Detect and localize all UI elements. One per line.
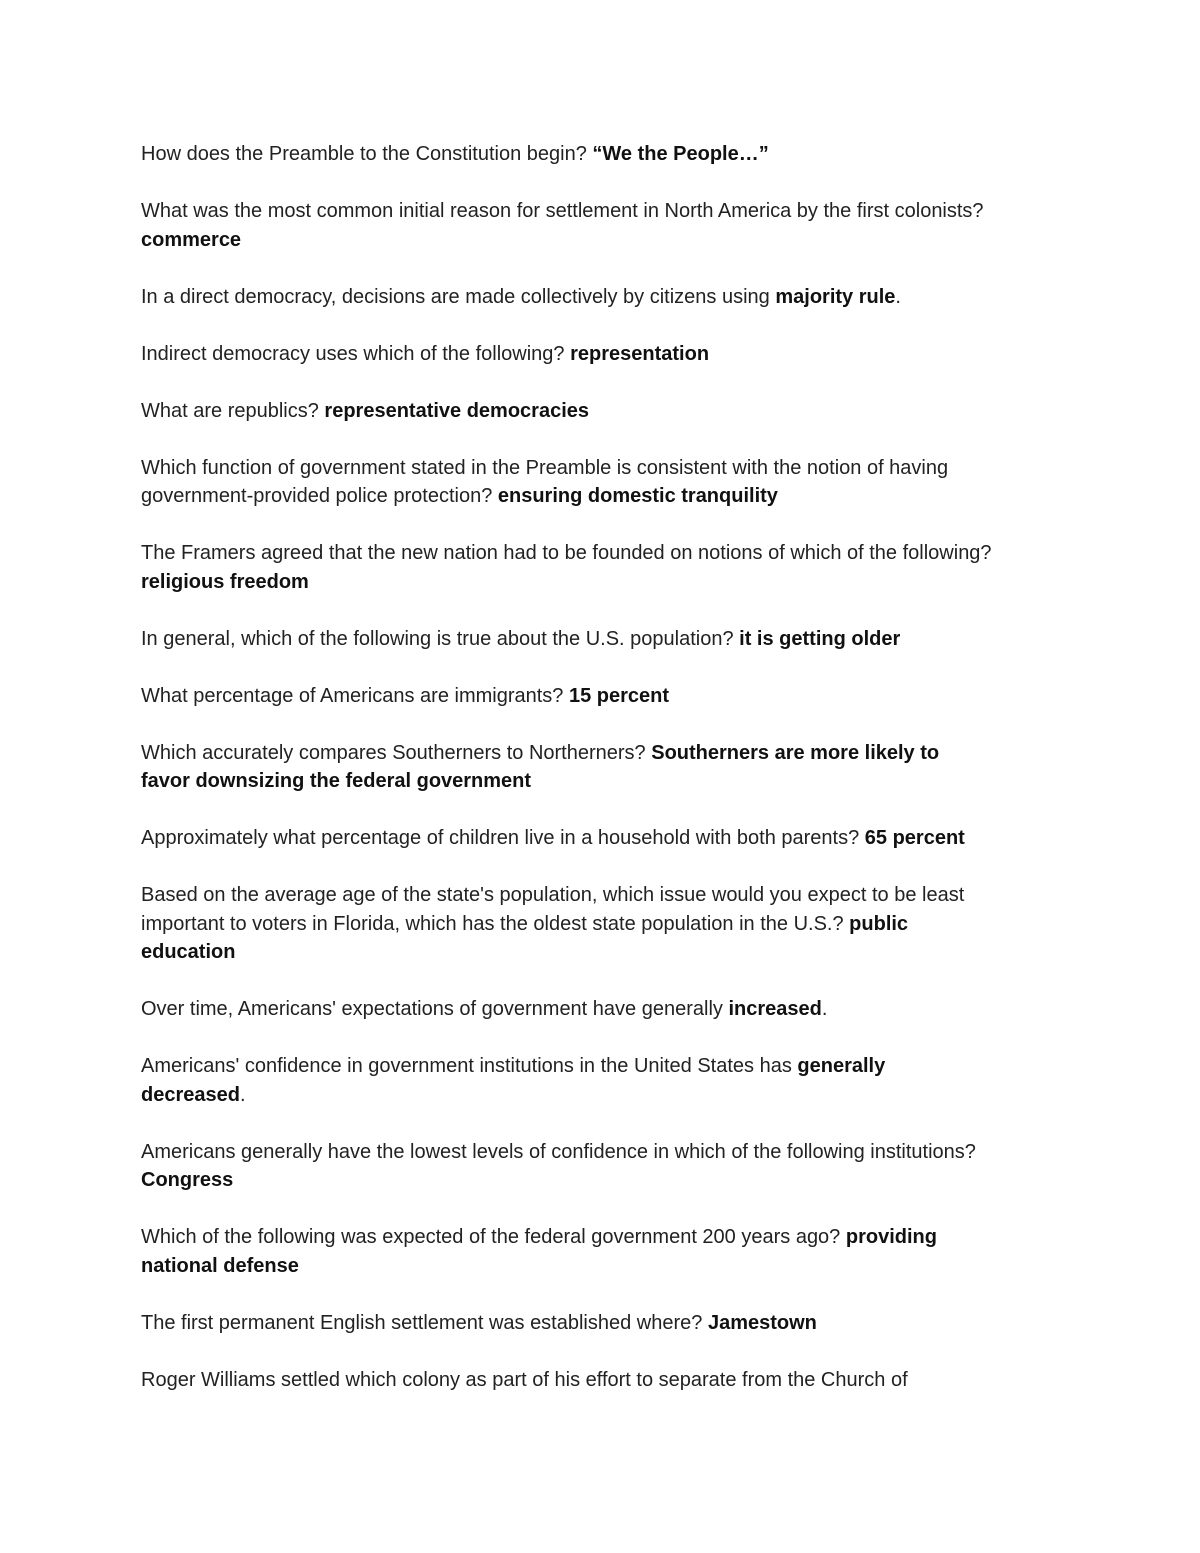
question-answer-item (141, 454, 1071, 511)
answer-text: education (141, 941, 236, 963)
question-text: Based on the average age of the state's population, which issue would you expect to be least (141, 884, 965, 906)
question-text: How does the Preamble to the Constitution begin? (141, 143, 593, 165)
question-answer-item (141, 824, 1071, 853)
question-answer-item (141, 140, 1071, 169)
question-text: What percentage of Americans are immigrants? (141, 684, 569, 707)
question-answer-item (141, 739, 1071, 796)
question-answer-item (141, 539, 1071, 596)
answer-text: providing (845, 1226, 937, 1248)
answer-text: majority rule (775, 285, 896, 308)
question-answer-item (141, 625, 1071, 654)
question-text: Which of the following was expected of the federal government 200 years ago? (141, 1226, 846, 1248)
question-answer-item (141, 1223, 1071, 1280)
answer-text: favor downsizing the federal government (141, 770, 532, 792)
answer-text: 65 percent (864, 827, 965, 849)
answer-text: representative democracies (324, 399, 590, 422)
question-answer-item (141, 1138, 1071, 1195)
answer-text: Congress (141, 1169, 234, 1191)
question-text: . (895, 285, 901, 308)
question-answer-item (141, 1366, 1071, 1395)
question-text: What are republics? (141, 399, 325, 422)
answer-text: increased (728, 998, 822, 1020)
answer-text: national defense (141, 1254, 299, 1277)
question-text: Which accurately compares Southerners to Northerners? (141, 741, 652, 764)
answer-text: Southerners are more likely to (651, 741, 940, 764)
question-text: Approximately what percentage of children live in a household with both parents? (141, 827, 865, 849)
answer-text: ensuring domestic tranquility (497, 485, 778, 507)
question-text: Roger Williams settled which colony as part of his effort to separate from the Church of (141, 1368, 908, 1391)
question-answer-item (141, 340, 1071, 369)
question-answer-item (141, 283, 1071, 312)
answer-text: generally (797, 1055, 886, 1077)
answer-text: “We the People…” (592, 143, 769, 165)
question-text: government-provided police protection? (141, 485, 498, 507)
question-answer-item (141, 1309, 1071, 1338)
question-text: important to voters in Florida, which has the oldest state population in the U.S.? (141, 912, 850, 935)
question-text: The first permanent English settlement was established where? (141, 1311, 708, 1334)
answer-text: Jamestown (707, 1311, 817, 1334)
question-answer-item (141, 197, 1071, 254)
answer-text: public (849, 912, 909, 935)
question-text: The Framers agreed that the new nation had to be founded on notions of which of the following? (141, 542, 992, 564)
answer-text: representation (570, 342, 710, 365)
answer-text: it is getting older (739, 627, 901, 650)
question-answer-item (141, 995, 1071, 1024)
question-answer-item (141, 397, 1071, 426)
question-text: Americans generally have the lowest levels of confidence in which of the following institutions? (141, 1140, 976, 1163)
question-text: Over time, Americans' expectations of government have generally (141, 998, 729, 1020)
question-answer-item (141, 881, 1071, 967)
answer-text: decreased (141, 1083, 240, 1106)
question-text: Which function of government stated in the Preamble is consistent with the notion of having (141, 456, 949, 479)
question-answer-item (141, 682, 1071, 711)
answer-text: 15 percent (568, 684, 670, 707)
question-text: What was the most common initial reason for settlement in North America by the first colonists? (141, 200, 984, 222)
question-text: . (239, 1083, 246, 1106)
answer-text: religious freedom (141, 570, 309, 593)
question-text: . (821, 998, 828, 1020)
answer-text: commerce (141, 228, 242, 251)
question-answer-item (141, 1052, 1071, 1109)
question-text: Indirect democracy uses which of the following? (141, 342, 571, 365)
question-text: Americans' confidence in government institutions in the United States has (141, 1055, 798, 1077)
question-answer-list (141, 140, 1071, 1423)
question-text: In general, which of the following is true about the U.S. population? (141, 627, 740, 650)
question-text: In a direct democracy, decisions are made collectively by citizens using (141, 285, 776, 308)
